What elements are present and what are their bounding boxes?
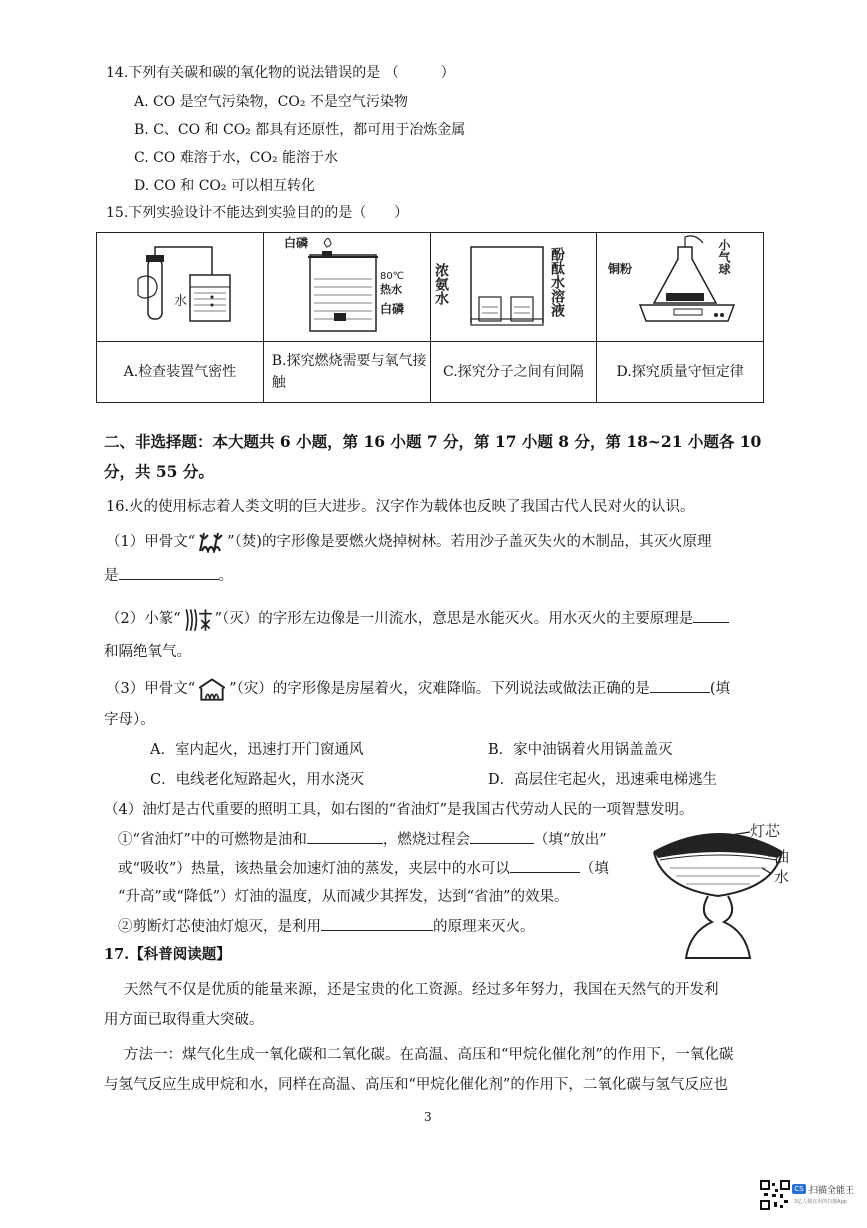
lamp-wick-label: 灯芯 [750,822,781,840]
q16-part1 [106,531,711,553]
q16-part4-1 [118,829,607,850]
section2-heading-line2: 分，共 55 分。 [104,462,214,481]
q14-option-d: D. CO 和 CO₂ 可以相互转化 [134,178,315,194]
q16-part2-blank[interactable] [693,608,729,623]
oracle-zai-character-icon [196,676,228,702]
q16-part4-blank-4[interactable] [321,916,433,931]
combustion-beaker-icon [272,233,422,337]
oil-saving-lamp-icon [650,818,800,968]
q17-title: 17.【科普阅读题】 [104,946,231,963]
q16-part4-1-c: （填“放出” [533,832,607,848]
q16-part4-2-b: 的原理来灭火。 [433,919,535,935]
scanner-watermark [792,1183,862,1211]
mass-conservation-icon [600,233,760,337]
q16-part4-2 [118,916,535,937]
airtightness-apparatus-icon [120,235,240,335]
q16-part3-tail: 字母）。 [104,712,155,728]
q16-part4: （4）油灯是古代重要的照明工具，如右图的“省油灯”是我国古代劳动人民的一项智慧发明。 [104,802,694,818]
ammonia-diffusion-icon [433,233,593,337]
q16-part1-open: （1）甲骨文“ [106,534,196,550]
q16-part3-option-d: D．高层住宅起火，迅速乘电梯逃生 [488,772,718,788]
q15-caption-a: A.检查装置气密性 [97,342,264,403]
q16-part2-tail: 和隔绝氧气。 [104,644,191,660]
figure-b-top-label: 白磷 [283,236,308,250]
figure-c-left-label [433,262,449,306]
figure-b-temp-label: 80℃ [379,271,404,282]
q16-part4-1-e: （填 [579,861,609,877]
q17-para1-line2: 用方面已取得重大突破。 [104,1012,264,1028]
oracle-fen-character-icon [196,531,226,553]
q15-experiment-table [96,232,764,403]
q16-part4-1-b: ，燃烧过程会 [382,832,470,848]
q16-part3-option-c: C．电线老化短路起火，用水浇灭 [150,772,365,788]
q14-stem: 14.下列有关碳和碳的氧化物的说法错误的是 （ ） [106,65,455,81]
q16-part1-period: 。 [218,568,233,584]
scanner-name: 扫描全能王 [809,1186,855,1196]
figure-b-cell [263,233,430,342]
q16-part4-1-line3: “升高”或“降低”）灯油的温度，从而减少其挥发，达到“省油”的效果。 [118,889,569,905]
q16-part3-option-a: A．室内起火，迅速打开门窗通风 [150,742,364,758]
q15-caption-b: B.探究燃烧需要与氧气接触 [263,342,430,403]
q16-part1-rest: ”（焚)的字形像是要燃火烧掉树林。若用沙子盖灭失火的木制品，其灭火原理 [227,534,712,550]
q16-part2-open: （2）小篆“ [106,611,181,627]
lamp-oil-label: 油 [774,848,790,866]
q16-part1-answer-line [104,565,233,586]
q16-part4-1-a: ①“省油灯”中的可燃物是油和 [118,832,307,848]
q17-para2-line2: 与氢气反应生成甲烷和水，同样在高温、高压和“甲烷化催化剂”的作用下，二氧化碳与氢气反应也 [104,1077,728,1093]
q16-part4-blank-2[interactable] [470,829,534,844]
q14-option-b: B. C、CO 和 CO₂ 都具有还原性，都可用于冶炼金属 [134,122,466,138]
q16-part2-rest: ”（灭）的字形左边像是一川流水，意思是水能灭火。用水灭火的主要原理是 [214,611,694,627]
figure-c-cell [430,233,597,342]
q16-part3-blank[interactable] [650,678,710,693]
q14-option-a: A. CO 是空气污染物，CO₂ 不是空气污染物 [134,94,408,110]
q16-part3-open: （3）甲骨文“ [106,681,196,697]
q16-part3-rest: ”（灾）的字形像是房屋着火，灾难降临。下列说法或做法正确的是 [229,681,650,697]
figure-b-hotwater-label: 热水 [379,283,402,296]
q16-part4-blank-3[interactable] [510,858,580,873]
figure-a-water-label: 水 [173,294,187,309]
q15-stem: 15.下列实验设计不能达到实验目的的是（ ） [106,205,409,221]
q16-part1-shi: 是 [104,568,119,584]
figure-a-cell [97,233,264,342]
q16-part3-option-b: B．家中油锅着火用锅盖盖灭 [488,742,673,758]
scanner-subtitle: 3亿人都在用的扫描App [794,1199,847,1205]
svg-text:浓氨水: 浓氨水 [433,263,450,305]
q17-para1-line1: 天然气不仅是优质的能量来源，还是宝贵的化工资源。经过多年努力，我国在天然气的开发利 [124,982,719,998]
q17-para2-line1: 方法一：煤气化生成一氧化碳和二氧化碳。在高温、高压和“甲烷化催化剂”的作用下，一氧化碳 [124,1047,734,1063]
figure-d-cell [597,233,764,342]
q16-part4-2-a: ②剪断灯芯使油灯熄灭，是利用 [118,919,321,935]
q16-part4-1-line2 [118,858,609,879]
q15-caption-d: D.探究质量守恒定律 [597,342,764,403]
figure-d-copper-label: 铜粉 [608,262,633,276]
figure-d-balloon-label: 小气球 [717,239,732,275]
lamp-water-label: 水 [774,868,790,886]
figure-b-bottom-label: 白磷 [379,302,404,316]
q15-caption-c: C.探究分子之间有间隔 [430,342,597,403]
q16-part3 [106,676,730,702]
figure-c-right-label: 酚酞水溶液 [549,247,566,317]
q16-part3-fill: (填 [709,681,730,697]
q16-part4-1-d: 或“吸收”）热量，该热量会加速灯油的蒸发，夹层中的水可以 [118,861,510,877]
q16-part1-blank[interactable] [119,565,219,580]
section2-heading-line1: 二、非选择题：本大题共 6 小题，第 16 小题 7 分，第 17 小题 8 分，第 18~21 小题各 10 [104,432,762,451]
page-number: 3 [424,1110,432,1124]
seal-mie-character-icon [182,605,214,633]
q16-part2 [106,605,729,633]
q16-part4-blank-1[interactable] [307,829,383,844]
qr-code-icon [760,1180,790,1210]
q14-option-c: C. CO 难溶于水，CO₂ 能溶于水 [134,150,339,166]
q16-stem: 16.火的使用标志着人类文明的巨大进步。汉字作为载体也反映了我国古代人民对火的认识。 [106,499,695,515]
scanner-badge: CS [792,1184,806,1194]
